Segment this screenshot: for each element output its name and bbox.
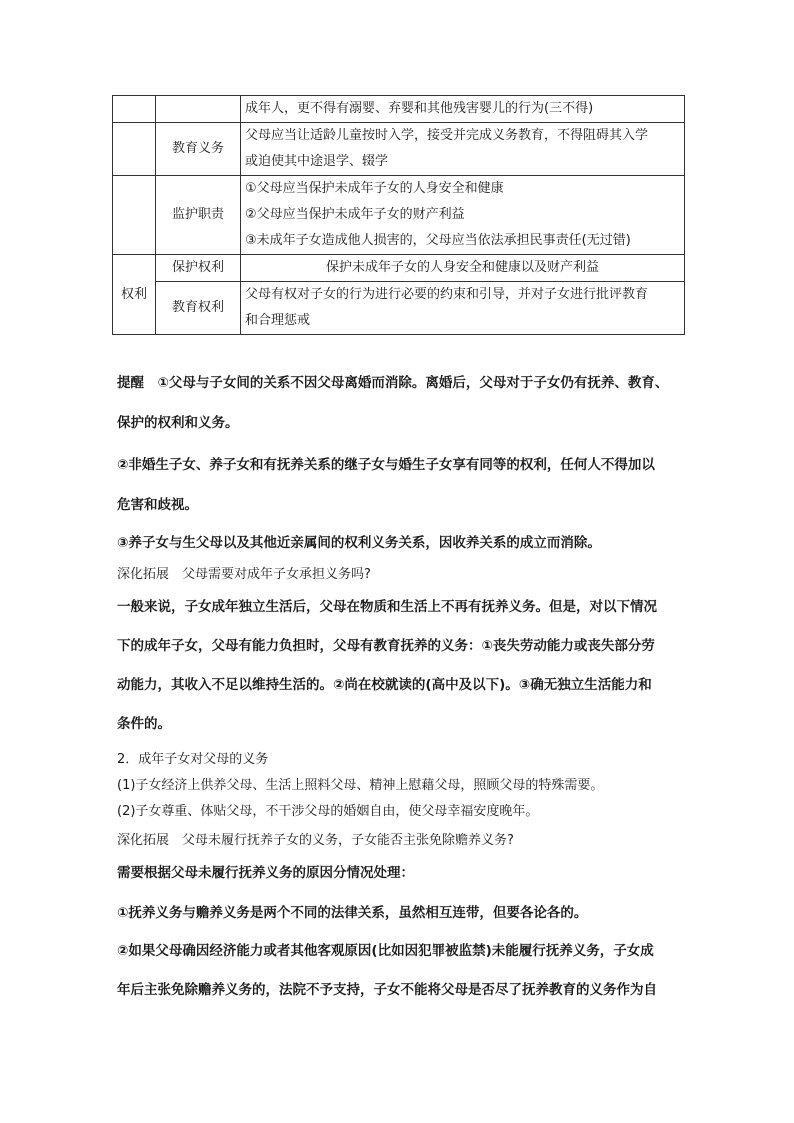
table-cell-empty <box>113 123 156 176</box>
parent-rights-duties-table <box>112 95 685 335</box>
table-row <box>113 123 685 176</box>
educate-right-label: 教育权利 <box>156 282 241 335</box>
table-row <box>113 282 685 335</box>
reminder-paragraph-2: ②非婚生子女、养子女和有抚养关系的继子女与婚生子女享有同等的权利，任何人不得加以 危害和歧视。 <box>117 457 655 513</box>
reminder-paragraph-1: 提醒 ①父母与子女间的关系不因父母离婚而消除。离婚后，父母对于子女仍有抚养、教育、 保护的权利和义务。 <box>117 375 669 431</box>
rights-label: 权利 <box>113 255 156 335</box>
table-cell-empty <box>113 96 156 123</box>
education-duty-text: 父母应当让适龄儿童按时入学，接受并完成义务教育，不得阻碍其入学 或迫使其中途退学、辍学 <box>241 123 685 176</box>
protect-right-label: 保护权利 <box>156 255 241 282</box>
table-cell-empty <box>113 176 156 255</box>
table-row <box>113 255 685 282</box>
guardian-duty-text: ①父母应当保护未成年子女的人身安全和健康 ②父母应当保护未成年子女的财产利益 ③未成年子女造成他人损害的，父母应当依法承担民事责任(无过错) <box>241 176 685 255</box>
deepen-paragraph-2b: ②如果父母确因经济能力或者其他客观原因(比如因犯罪被监禁)未能履行抚养义务，子女成 年后主张免除赡养义务的，法院不予支持，子女不能将父母是否尽了抚养教育的义务作为自 <box>117 943 657 998</box>
table-cell: 成年人，更不得有溺婴、弃婴和其他残害婴儿的行为(三不得) <box>241 96 685 123</box>
deepen-paragraph-1: 一般来说，子女成年独立生活后，父母在物质和生活上不再有抚养义务。但是，对以下情况 下的成年子女，父母有能力负担时，父母有教育抚养的义务：①丧失劳动能力或丧失部分劳 动能力，其收入不足以维持生活的。②尚在校就读的(高中及以下)。③确无独立生活能力和 条件的。 <box>117 599 657 732</box>
table-row <box>113 96 685 123</box>
section-title: 2．成年子女对父母的义务 <box>117 752 269 767</box>
guardian-duty-label: 监护职责 <box>156 176 241 255</box>
reminder-paragraph-3: ③养子女与生父母以及其他近亲属间的权利义务关系，因收养关系的成立而消除。 <box>117 535 601 551</box>
table-cell-empty <box>156 96 241 123</box>
deepen-title-2: 深化拓展 父母未履行抚养子女的义务，子女能否主张免除赡养义务? <box>117 833 514 848</box>
protect-right-text: 保护未成年子女的人身安全和健康以及财产利益 <box>241 255 685 282</box>
deepen-title-1: 深化拓展 父母需要对成年子女承担义务吗? <box>117 567 371 582</box>
education-duty-label: 教育义务 <box>156 123 241 176</box>
deepen-intro-2: 需要根据父母未履行抚养义务的原因分情况处理： <box>117 865 414 881</box>
deepen-paragraph-2a: ①抚养义务与赡养义务是两个不同的法律关系，虽然相互连带，但要各论各的。 <box>117 905 588 921</box>
list-item: (1)子女经济上供养父母、生活上照料父母、精神上慰藉父母，照顾父母的特殊需要。 <box>117 778 604 793</box>
section-2 <box>117 747 687 825</box>
table-row <box>113 176 685 255</box>
list-item: (2)子女尊重、体贴父母，不干涉父母的婚姻自由，使父母幸福安度晚年。 <box>117 804 539 819</box>
educate-right-text: 父母有权对子女的行为进行必要的约束和引导，并对子女进行批评教育 和合理惩戒 <box>241 282 685 335</box>
